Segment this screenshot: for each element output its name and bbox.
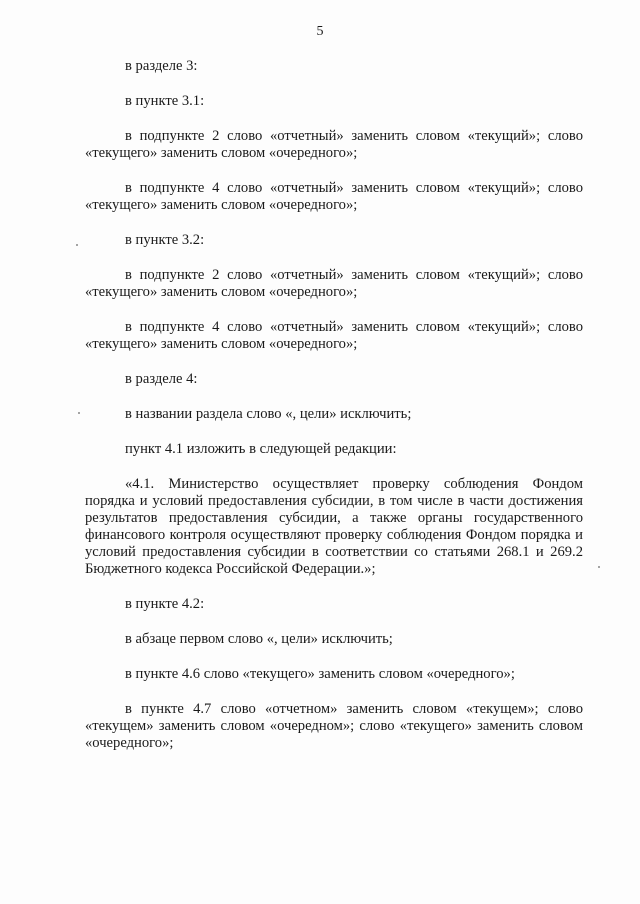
paragraph-3-2-subitem-2: в подпункте 2 слово «отчетный» заменить словом «текущий»; слово «текущего» заменить словом «очередного»;	[85, 267, 583, 300]
paragraph-section-3: в разделе 3:	[125, 58, 198, 74]
paragraph-item-4-1-intro: пункт 4.1 изложить в следующей редакции:	[125, 441, 397, 457]
paragraph-section-title-change: в названии раздела слово «, цели» исключить;	[125, 406, 412, 422]
paragraph-3-2-subitem-4: в подпункте 4 слово «отчетный» заменить словом «текущий»; слово «текущего» заменить словом «очередного»;	[85, 319, 583, 352]
scan-speck	[76, 244, 78, 246]
paragraph-item-3-1: в пункте 3.1:	[125, 93, 205, 109]
scan-speck	[78, 412, 80, 414]
page-number: 5	[316, 24, 324, 39]
document-body	[85, 58, 583, 770]
paragraph-3-1-subitem-2: в подпункте 2 слово «отчетный» заменить словом «текущий»; слово «текущего» заменить словом «очередного»;	[85, 128, 583, 161]
paragraph-section-4: в разделе 4:	[125, 371, 198, 387]
paragraph-item-4-6: в пункте 4.6 слово «текущего» заменить словом «очередного»;	[125, 666, 515, 682]
paragraph-4-2-first-paragraph: в абзаце первом слово «, цели» исключить;	[125, 631, 393, 647]
paragraph-item-4-2: в пункте 4.2:	[125, 596, 205, 612]
scan-speck	[598, 566, 600, 568]
paragraph-item-3-2: в пункте 3.2:	[125, 232, 205, 248]
paragraph-item-4-7: в пункте 4.7 слово «отчетном» заменить словом «текущем»; слово «текущем» заменить словом «очередном»; слово «текущего» заменить словом «очередного»;	[85, 701, 583, 751]
paragraph-item-4-1-text: «4.1. Министерство осуществляет проверку соблюдения Фондом порядка и условий предоставления субсидии, в том числе в части достижения результатов предоставления субсидии, а также органы государственного финансового контроля осуществляют проверку соблюдения Фондом порядка и условий предоставления субсидии в соответствии со статьями 268.1 и 269.2 Бюджетного кодекса Российской Федерации.»;	[85, 476, 583, 577]
paragraph-3-1-subitem-4: в подпункте 4 слово «отчетный» заменить словом «текущий»; слово «текущего» заменить словом «очередного»;	[85, 180, 583, 213]
